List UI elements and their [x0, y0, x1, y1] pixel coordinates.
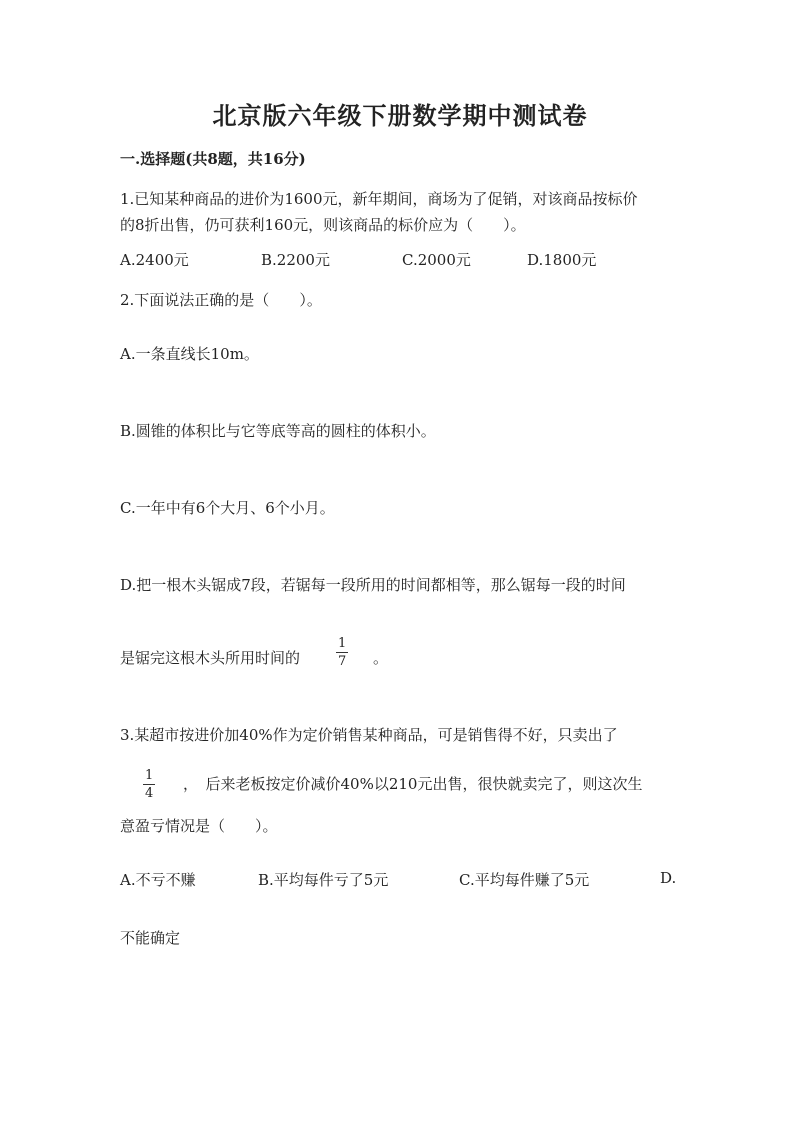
q3-option-c: C.平均每件赚了5元: [459, 871, 590, 889]
q1-stem-line2: 的8折出售，仍可获利160元，则该商品的标价应为（ ）。: [120, 216, 526, 234]
q3-option-d: D.: [660, 869, 677, 887]
q2-option-a: A.一条直线长10m。: [120, 345, 259, 363]
q2-option-d-line2: 是锯完这根木头所用时间的: [120, 649, 301, 667]
q1-stem-line1: 1.已知某种商品的进价为1600元，新年期间，商场为了促销，对该商品按标价: [120, 190, 638, 208]
section-heading-choice: 一.选择题(共8题，共16分): [120, 150, 306, 168]
q1-option-c: C.2000元: [402, 251, 471, 269]
q3-option-b: B.平均每件亏了5元: [258, 871, 389, 889]
q1-option-d: D.1800元: [527, 251, 597, 269]
q2-stem: 2.下面说法正确的是（ ）。: [120, 291, 322, 309]
fraction-bar: [143, 784, 155, 785]
fraction-bar: [336, 652, 348, 653]
q3-fraction-denominator: 4: [145, 786, 154, 801]
q1-option-a: A.2400元: [120, 251, 189, 269]
q3-option-d-continued: 不能确定: [120, 929, 181, 947]
q2-option-b: B.圆锥的体积比与它等底等高的圆柱的体积小。: [120, 422, 436, 440]
q3-option-a: A.不亏不赚: [120, 871, 196, 889]
q3-fraction: [143, 768, 155, 801]
q1-option-b: B.2200元: [261, 251, 330, 269]
q3-stem-line2: ， 后来老板按定价减价40%以210元出售，很快就卖完了，则这次生: [183, 775, 643, 793]
q3-stem-line3: 意盈亏情况是（ ）。: [120, 817, 278, 835]
q2-option-c: C.一年中有6个大月、6个小月。: [120, 499, 335, 517]
q2-option-d-end: 。: [373, 649, 389, 667]
q3-fraction-numerator: 1: [145, 768, 154, 783]
q2-fraction: [336, 636, 348, 669]
q2-fraction-denominator: 7: [338, 654, 347, 669]
q3-stem-line1: 3.某超市按进价加40%作为定价销售某种商品，可是销售得不好，只卖出了: [120, 726, 618, 744]
q2-option-d-line1: D.把一根木头锯成7段，若锯每一段所用的时间都相等，那么锯每一段的时间: [120, 576, 626, 594]
page-title: 北京版六年级下册数学期中测试卷: [212, 101, 588, 130]
q2-fraction-numerator: 1: [338, 636, 347, 651]
